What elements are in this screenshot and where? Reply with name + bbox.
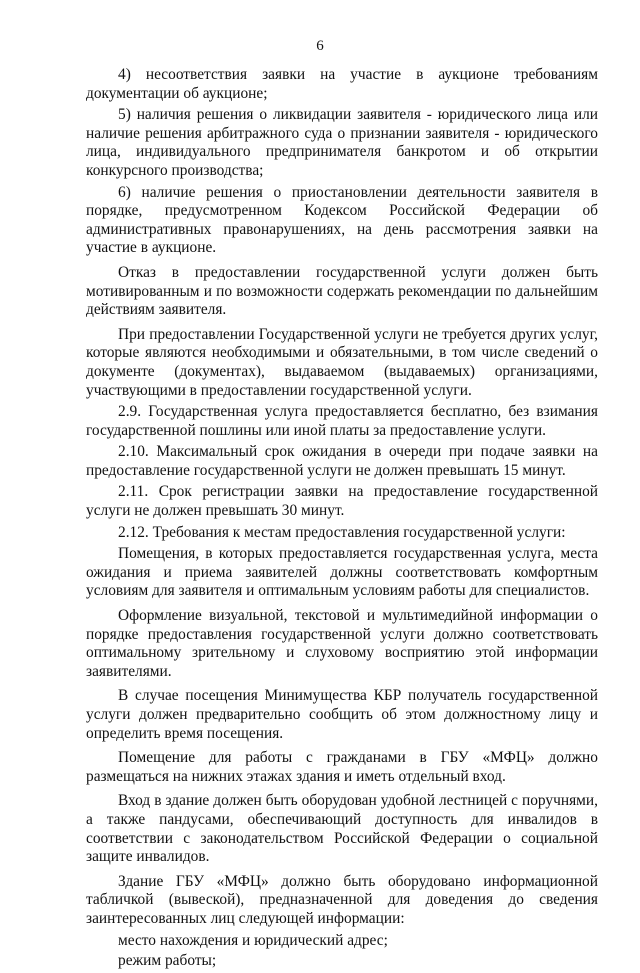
paragraph-mfc-ground-floor: Помещение для работы с гражданами в ГБУ «МФЦ» должно размещаться на нижних этажах здания и иметь отдельный вход.	[86, 749, 598, 785]
paragraph-refusal-reason-6: 6) наличие решения о приостановлении деятельности заявителя в порядке, предусмотренном Кодексом Российской Федерации об административных правонарушениях, на день рассмотрения заявки на участие в аукционе.	[86, 183, 598, 257]
paragraph-premises-comfort: Помещения, в которых предоставляется государственная услуга, места ожидания и приема заявителей должны соответствовать комфортным условиям для заявителя и оптимальным условиям работы для специалистов.	[86, 545, 598, 600]
paragraph-mfc-signboard: Здание ГБУ «МФЦ» должно быть оборудовано информационной табличкой (вывеской), предназначенной для доведения до сведения заинтересованных лиц следующей информации:	[86, 872, 598, 927]
paragraph-information-design: Оформление визуальной, текстовой и мультимедийной информации о порядке предоставления государственной услуги должно соответствовать оптимальному зрительному и слуховому восприятию этой информации заявителями.	[86, 607, 598, 680]
paragraph-refusal-reason-5: 5) наличия решения о ликвидации заявителя - юридического лица или наличие решения арбитражного суда о признании заявителя - юридического лица, индивидуального предпринимателя банкротом и об открытии конкурсного производства;	[86, 106, 598, 179]
paragraph-2-12-premises-requirements: 2.12. Требования к местам предоставления государственной услуги:	[118, 523, 566, 541]
paragraph-2-11-registration-time: 2.11. Срок регистрации заявки на предоставление государственной услуги не должен превышать 30 минут.	[86, 483, 598, 520]
paragraph-visit-arrangement: В случае посещения Минимущества КБР получатель государственной услуги должен предварительно сообщить об этом должностному лицу и определить время посещения.	[86, 687, 598, 742]
paragraph-refusal-reason-4: 4) несоответствия заявки на участие в аукционе требованиям документации об аукционе;	[86, 66, 598, 102]
paragraph-2-10-queue-time: 2.10. Максимальный срок ожидания в очереди при подаче заявки на предоставление государственной услуги не должен превышать 15 минут.	[86, 443, 598, 479]
page-number: 6	[316, 38, 324, 54]
paragraph-entrance-accessibility: Вход в здание должен быть оборудован удобной лестницей с поручнями, а также пандусами, обеспечивающий доступность для инвалидов в соответствии с законодательством Российской Федерации о социальной защите инвалидов.	[86, 792, 598, 866]
paragraph-refusal-motivation: Отказ в предоставлении государственной услуги должен быть мотивированным и по возможности содержать рекомендации по дальнейшим действиям заявителя.	[86, 263, 598, 319]
list-item-working-hours: режим работы;	[118, 952, 217, 970]
paragraph-no-other-services: При предоставлении Государственной услуги не требуется других услуг, которые являются необходимыми и обязательными, в том числе сведений о документе (документах), выдаваемом (выдаваемых) организациями, участвующими в предоставлении государственной услуги.	[86, 325, 598, 399]
document-body	[86, 66, 598, 973]
list-item-location-address: место нахождения и юридический адрес;	[118, 931, 388, 949]
paragraph-2-9-free-of-charge: 2.9. Государственная услуга предоставляется бесплатно, без взимания государственной пошлины или иной платы за предоставление услуги.	[86, 403, 598, 439]
